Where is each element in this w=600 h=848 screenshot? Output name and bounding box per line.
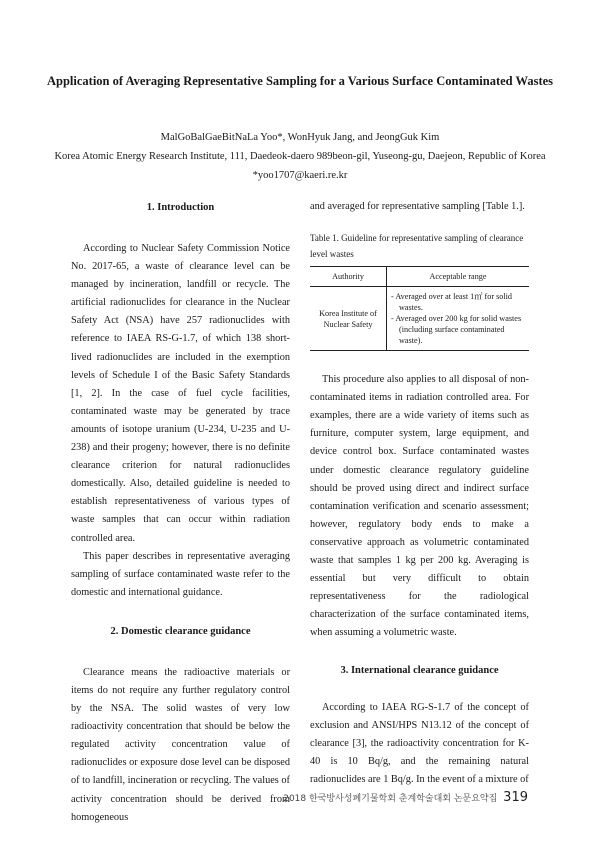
- section-heading-introduction: 1. Introduction: [146, 202, 215, 213]
- domestic-paragraph-1: Clearance means the radioactive materials or items do not require any further regulatory control by the NSA. The solid wastes of very low radioactivity concentration that should be below the regulated activity concentration value of radionuclides or exposure dose level can be disposed of to landfill, incineration or recycling. The values of activity concentration should be derived from homogeneous: [71, 666, 290, 823]
- table-header-acceptable-range: Acceptable range: [387, 267, 530, 287]
- range-item-2: - Averaged over 200 kg for solid wastes (including surface contaminated waste).: [391, 314, 522, 346]
- section-heading-international: 3. International clearance guidance: [340, 664, 499, 676]
- corresponding-email: *yoo1707@kaeri.re.kr: [252, 170, 348, 181]
- range-item-1: - Averaged over at least 1㎡ for solid wastes.: [391, 292, 513, 313]
- table-header-authority: Authority: [310, 267, 387, 287]
- footer-text: 2018 한국방사성폐기물학회 춘계학술대회 논문요약집: [283, 794, 498, 804]
- intro-paragraph-2: This paper describes in representative averaging sampling of surface contaminated waste refer to the domestic and international guidance.: [71, 550, 290, 598]
- domestic-paragraph-2: This procedure also applies to all disposal of non-contaminated items in radiation controlled area. For examples, there are a wide variety of items such as furniture, computer system, large equipment, and device control box. Surface contaminated wastes under domestic clearance regulatory guideline should be proved using direct and indirect surface contamination verification and scenario assessment; however, regulatory body ends to make a conservative approach as volumetric contaminated waste that samples 1 kg per 200 kg. Averaging is essential but very difficult to obtain representativeness for the radiological characterization of the surface contaminated items, when assuming a volumetric waste.: [310, 374, 529, 639]
- table-cell-authority: Korea Institute of Nuclear Safety: [310, 287, 387, 351]
- table-caption: Table 1. Guideline for representative sampling of clearance level wastes: [310, 233, 524, 260]
- left-column: [71, 198, 290, 827]
- author-block: [20, 128, 580, 185]
- intro-paragraph-1: According to Nuclear Safety Commission Notice No. 2017-65, a waste of clearance level can be managed by incineration, landfill or recycle. The artificial radionuclides for clearance in the Nuclear Safety Act (NSA) have 257 radionuclides with reference to IAEA RS-G-1.7, of which 138 short-lived radionuclides are included in the exemption levels of Schedule I of the Basic Safety Standards [1, 2]. In the case of fuel cycle facilities, contaminated waste may be generated by trace amounts of isotope uranium (U-234, U-235 and U-238) and their progeny; however, there is no definite clearance criterion for natural radionuclides domestically. Also, detailed guideline is needed to establish representativeness of various types of waste samples that can occur within radiation controlled area.: [71, 243, 290, 544]
- table-cell-range: [387, 287, 530, 351]
- affiliation: Korea Atomic Energy Research Institute, 111, Daedeok-daero 989beon-gil, Yuseong-gu, Daejeon, Republic of Korea: [54, 151, 546, 162]
- paper-title: Application of Averaging Representative Sampling for a Various Surface Contaminated Wastes: [46, 74, 554, 88]
- guideline-table: [310, 266, 529, 351]
- page-footer: [283, 790, 528, 805]
- domestic-paragraph-1-continued: and averaged for representative sampling [Table 1.].: [310, 201, 525, 212]
- author-names: MalGoBalGaeBitNaLa Yoo*, WonHyuk Jang, and JeongGuk Kim: [160, 132, 440, 143]
- table-header-row: [310, 267, 529, 287]
- intl-paragraph-1: According to IAEA RG-S-1.7 of the concept of exclusion and ANSI/HPS N13.12 of the concept of clearance [3], the radioactivity concentration for K-40 is 10 Bq/g, and the remaining natural radionuclides are 1 Bq/g. In the event of a mixture of: [310, 701, 529, 785]
- right-column: [310, 198, 529, 789]
- page-number: 319: [503, 790, 528, 805]
- section-heading-domestic: 2. Domestic clearance guidance: [110, 625, 251, 637]
- table-row: [310, 287, 529, 351]
